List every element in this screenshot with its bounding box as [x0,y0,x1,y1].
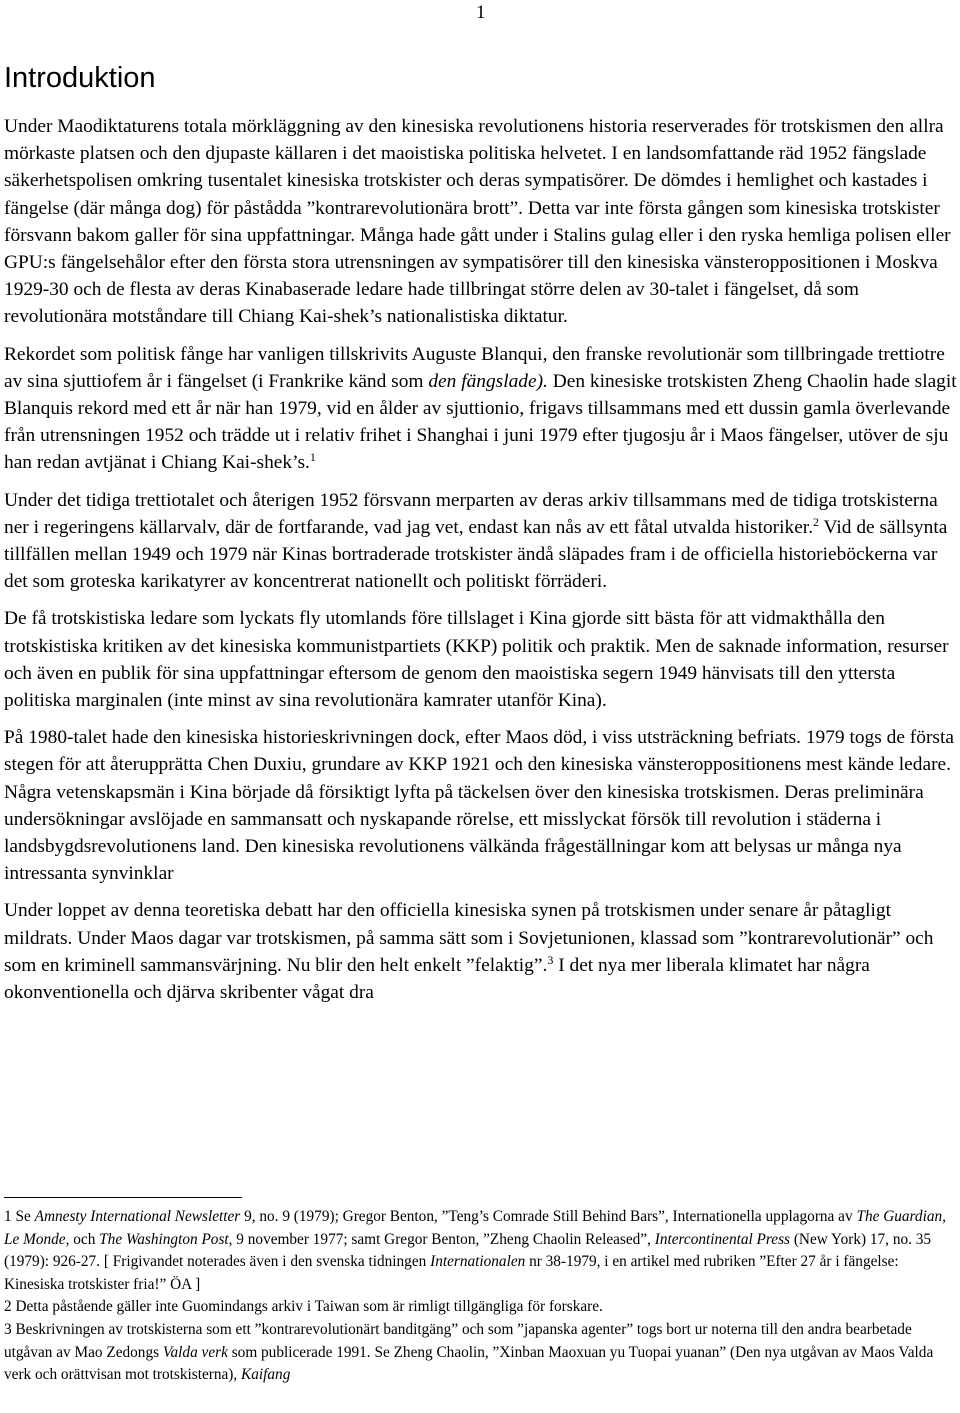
paragraph: De få trotskistiska ledare som lyckats fly utomlands före tillslaget i Kina gjorde sitt bästa för att vidmakthålla den trotskistiska kritiken av det kinesiska kommunistpartiets (KKP) politik och praktik. Men de saknade information, resurser och även en publik för sina uppfattningar eftersom de genom den maoistiska segern 1949 hänvisats till den yttersta politiska marginalen (inte minst av sina revolutionära kamrater utanför Kina). [4,608,949,712]
paragraph: Under det tidiga trettiotalet och återigen 1952 försvann merparten av deras arkiv tillsammans med de tidiga trotskisterna ner i regeringens källarvalv, där de fortfarande, vad jag vet, endast kan nås av ett fåtal utvalda historiker.$^2$ Vid de sällsynta tillfällen mellan 1949 och 1979 när Kinas bortraderade trotskister ändå släpades fram i de officiella historieböckerna var det som groteska karikatyrer av koncentrerat nationellt och politiskt förräderi. [4,489,948,593]
page-title: Introduktion [4,62,156,94]
paragraph: På 1980-talet hade den kinesiska historieskrivningen dock, efter Maos död, i viss utsträckning befriats. 1979 togs de första stegen för att återupprätta Chen Duxiu, grundare av KKP 1921 och den kinesiska vänsteroppositionens mest kände ledare. Några vetenskapsmän i Kina började då försiktigt lyfta på täckelsen över den kinesiska trotskismen. Deras preliminära undersökningar avslöjade en sammansatt och nyskapande rörelse, ett misslyckat försök till revolution i städerna i landsbygdsrevolutionens land. Den kinesiska revolutionens välkända frågeställningar kom att belysas ur många nya intressanta synvinklar [4,727,954,885]
footnote-ref[interactable]: 1 [309,450,316,465]
footnote-ref[interactable]: 3 [547,952,554,967]
footnote-ref[interactable]: 2 [813,514,820,529]
footnote-2: 2 Detta påstående gäller inte Guomindangs arkiv i Taiwan som är rimligt tillgängliga för forskare. [4,1298,603,1316]
page-number: 1 [476,2,486,23]
paragraph: Under Maodiktaturens totala mörkläggning av den kinesiska revolutionens historia reserverades för trotskismen den allra mörkaste platsen och den djupaste källaren i det maoistiska politiska helvetet. I en landsomfattande räd 1952 fängslade säkerhetspolisen omkring tusentalet kinesiska trotskister och deras sympatisörer. De dömdes i hemlighet och kastades i fängelse (där många dog) för påstådda ”kontrarevolutionära brott”. Detta var inte första gången som kinesiska trotskister försvann bakom galler för sina uppfattningar. Många hade gått under i Stalins gulag eller i den ryska hemliga polisen eller GPU:s fängelsehålor efter den första stora utrensningen av sympatisörer till den kinesiska vänsteroppositionen i Moskva 1929-30 och de flesta av deras Kinabaserade ledare hade tillbringat större delen av 30-talet i fängelset, då som revolutionära motståndare till Chiang Kai-shek’s nationalistiska diktatur. [4,116,951,328]
italic-term: den fängslade). [428,370,548,392]
body-text [4,113,960,1016]
footnote-divider [4,1197,242,1198]
paragraph: Under loppet av denna teoretiska debatt har den officiella kinesiska synen på trotskismen under senare år påtagligt mildrats. Under Maos dagar var trotskismen, på samma sätt som i Sovjetunionen, klassad som ”kontrarevolutionär” och som en kriminell sammansvärjning. Nu blir den helt enkelt ”felaktig”.$^3$ I det nya mer liberala klimatet har några okonventionella och djärva skribenter vågat dra [4,900,934,1004]
footnote-1: 1 Se Amnesty International Newsletter 9, no. 9 (1979); Gregor Benton, ”Teng’s Comrade Still Behind Bars”, Internationella upplagorna av The Guardian, Le Monde, och The Washington Post, 9 november 1977; samt Gregor Benton, ”Zheng Chaolin Released”, Intercontinental Press (New York) 17, no. 35 (1979): 926-27. [ Frigivandet noterades även i den svenska tidningen Internationalen nr 38-1979, i en artikel med rubriken ”Efter 27 år i fängelse: Kinesiska trotskister fria!” ÖA ] [4,1208,946,1293]
paragraph: Rekordet som politisk fånge har vanligen tillskrivits Auguste Blanqui, den franske revolutionär som tillbringade trettiotre av sina sjuttiofem år i fängelset (i Frankrike känd som den fängslade). Den kinesiske trotskisten Zheng Chaolin hade slagit Blanquis rekord med ett år när han 1979, vid en ålder av sjuttionio, frigavs tillsammans med ett dussin gamla överlevande från utrensningen 1952 och trädde ut i relativ frihet i Shanghai i juni 1979 efter tjugosju år i Maos fängelser, utöver de sju han redan avtjänat i Chiang Kai-shek’s.$^1$ [4,343,957,474]
footnote-3: 3 Beskrivningen av trotskisterna som ett ”kontrarevolutionärt banditgäng” och som ”japanska agenter” togs bort ur noterna till den andra bearbetade utgåvan av Mao Zedongs Valda verk som publicerade 1991. Se Zheng Chaolin, ”Xinban Maoxuan yu Tuopai yuanan” (Den nya utgåvan av Maos Valda verk och orättvisan mot trotskisterna), Kaifang [4,1320,934,1384]
footnotes [4,1206,960,1387]
